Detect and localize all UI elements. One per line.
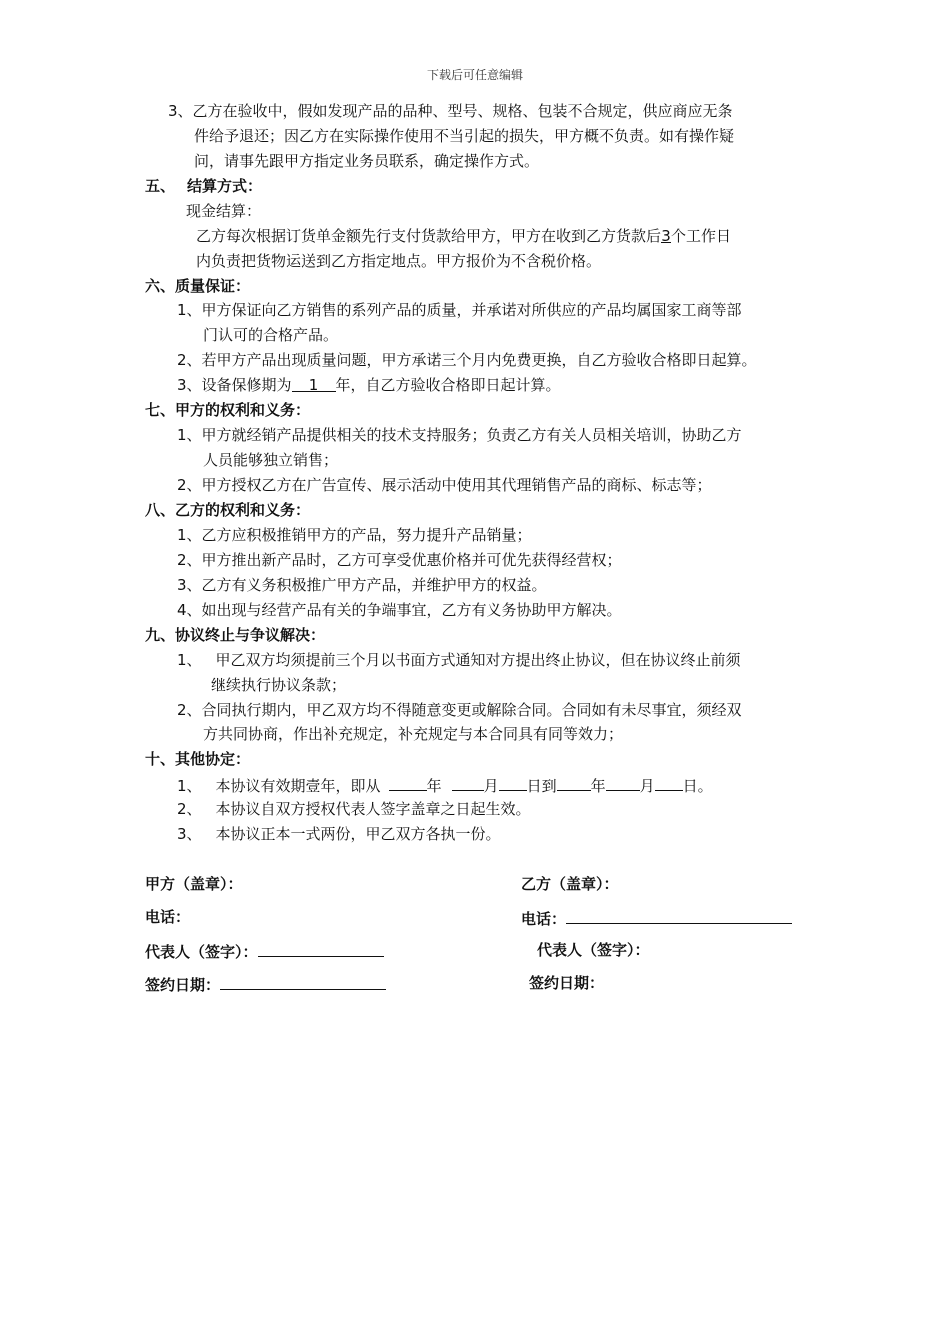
s8-item1: 1、乙方应积极推销甲方的产品，努力提升产品销量； [177, 526, 532, 544]
party-b-date-label: 签约日期： [529, 974, 605, 992]
start-month-label: 月 [483, 777, 499, 795]
s8-item4: 4、如出现与经营产品有关的争端事宜，乙方有义务协助甲方解决。 [177, 601, 622, 619]
s10-item2-num: 2、 [177, 800, 202, 818]
s5-para-line2: 内负责把货物运送到乙方指定地点。甲方报价为不含税价格。 [196, 252, 602, 270]
s6-item3 [177, 375, 561, 395]
party-a-date-label: 签约日期： [145, 976, 221, 994]
end-day-label: 日。 [682, 777, 713, 795]
s10-heading: 十、其他协定： [145, 750, 251, 768]
party-b-phone-row [521, 907, 792, 929]
s10-item2-text: 本协议自双方授权代表人签字盖章之日起生效。 [215, 800, 531, 818]
end-year-blank[interactable] [557, 774, 591, 791]
s7-heading: 七、甲方的权利和义务： [145, 401, 311, 419]
s5-heading-text: 结算方式： [187, 177, 263, 195]
s6-item2: 2、若甲方产品出现质量问题，甲方承诺三个月内免费更换，自乙方验收合格即日起算。 [177, 351, 757, 369]
s5-para-text-b: 个工作日 [671, 227, 732, 245]
s5-para-text-a: 乙方每次根据订货单金额先行支付货款给甲方，甲方在收到乙方货款后 [196, 227, 662, 245]
party-a-rep-row [145, 940, 384, 962]
s9-item1-line2: 继续执行协议条款； [211, 676, 347, 694]
party-a-phone-label: 电话： [145, 908, 191, 926]
s5-days-value: 3 [661, 227, 671, 245]
party-a-seal-label: 甲方（盖章）： [145, 875, 243, 893]
s10-item3-text: 本协议正本一式两份，甲乙双方各执一份。 [215, 825, 501, 843]
s7-item1-line1: 1、甲方就经销产品提供相关的技术支持服务；负责乙方有关人员相关培训，协助乙方 [177, 426, 742, 444]
end-year-label: 年 [590, 777, 606, 795]
party-b-rep-label: 代表人（签字）： [537, 941, 650, 959]
s8-heading: 八、乙方的权利和义务： [145, 501, 311, 519]
s10-item3-num: 3、 [177, 825, 202, 843]
s10-item1-num: 1、 [177, 777, 202, 795]
s10-item2 [177, 799, 531, 819]
start-month-blank[interactable] [452, 774, 484, 791]
party-a-rep-label: 代表人（签字）： [145, 943, 258, 961]
party-b-phone-field[interactable] [566, 907, 792, 924]
s9-item1-text: 甲乙双方均须提前三个月以书面方式通知对方提出终止协议，但在协议终止前须 [215, 651, 741, 669]
party-a-date-row [145, 973, 386, 995]
s5-heading [145, 176, 262, 196]
s6-heading: 六、质量保证： [145, 277, 251, 295]
s7-item1-line2: 人员能够独立销售； [203, 451, 339, 469]
s4-item3-line1: 3、乙方在验收中，假如发现产品的品种、型号、规格、包装不合规定，供应商应无条 [168, 102, 733, 120]
end-month-blank[interactable] [606, 774, 640, 791]
start-day-label: 日到 [526, 777, 557, 795]
s8-item2: 2、甲方推出新产品时，乙方可享受优惠价格并可优先获得经营权； [177, 551, 622, 569]
s6-warranty-years: 1 [292, 375, 336, 392]
start-year-label: 年 [426, 777, 442, 795]
end-month-label: 月 [639, 777, 655, 795]
party-a-rep-signature-field[interactable] [258, 940, 384, 957]
s5-para-line1 [196, 226, 731, 246]
s10-item3 [177, 824, 501, 844]
party-a-date-field[interactable] [220, 973, 386, 990]
s4-item3-line2: 件给予退还；因乙方在实际操作使用不当引起的损失，甲方概不负责。如有操作疑 [194, 127, 735, 145]
s6-item1-line1: 1、甲方保证向乙方销售的系列产品的质量，并承诺对所供应的产品均属国家工商等部 [177, 301, 742, 319]
s9-heading: 九、协议终止与争议解决： [145, 626, 326, 644]
party-b-phone-label: 电话： [521, 910, 567, 928]
s6-item3-text-a: 3、设备保修期为 [177, 376, 292, 394]
s8-item3: 3、乙方有义务积极推广甲方产品，并维护甲方的权益。 [177, 576, 547, 594]
s9-item2-line2: 方共同协商，作出补充规定，补充规定与本合同具有同等效力； [203, 725, 624, 743]
party-b-seal-label: 乙方（盖章）： [521, 875, 619, 893]
s9-item1-line1 [177, 650, 741, 670]
s5-heading-num: 五、 [145, 177, 176, 195]
start-year-blank[interactable] [389, 774, 427, 791]
s6-item3-text-b: 年，自乙方验收合格即日起计算。 [335, 376, 561, 394]
s10-item1-text: 本协议有效期壹年，即从 [215, 777, 381, 795]
s4-item3-line3: 问，请事先跟甲方指定业务员联系，确定操作方式。 [194, 152, 540, 170]
s9-item1-num: 1、 [177, 651, 202, 669]
page-header: 下载后可任意编辑 [426, 68, 523, 82]
s9-item2-line1: 2、合同执行期内，甲乙双方均不得随意变更或解除合同。合同如有未尽事宜，须经双 [177, 701, 742, 719]
s7-item2: 2、甲方授权乙方在广告宣传、展示活动中使用其代理销售产品的商标、标志等； [177, 476, 712, 494]
s5-sub: 现金结算： [186, 202, 262, 220]
s10-item1 [177, 774, 713, 796]
s6-item1-line2: 门认可的合格产品。 [203, 326, 339, 344]
end-day-blank[interactable] [655, 774, 683, 791]
start-day-blank[interactable] [499, 774, 527, 791]
